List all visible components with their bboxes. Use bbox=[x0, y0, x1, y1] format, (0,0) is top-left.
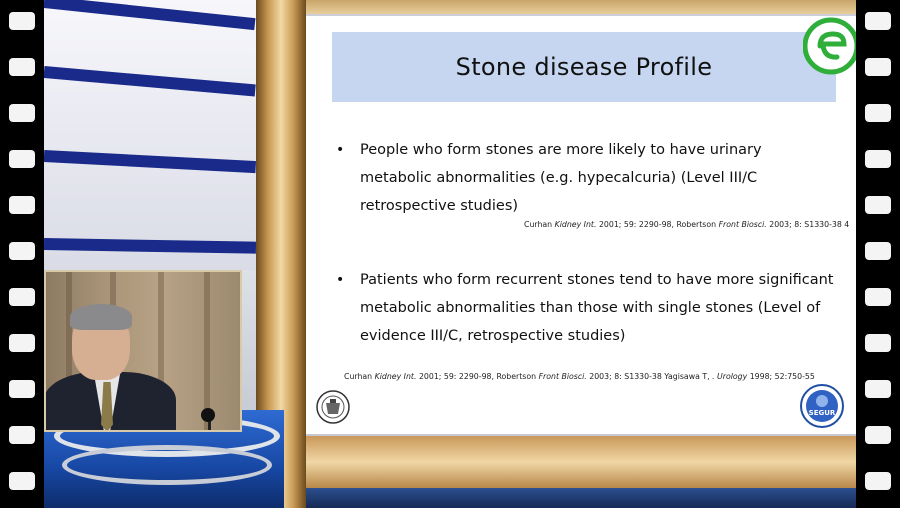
podium-ring bbox=[62, 445, 272, 485]
film-perforation bbox=[865, 380, 891, 398]
citation-author: Curhan bbox=[344, 372, 373, 381]
striped-wall bbox=[44, 0, 256, 270]
citation-ref: 2001; 59: 2290-98, Robertson bbox=[598, 220, 717, 229]
film-perforation bbox=[865, 58, 891, 76]
film-perforation bbox=[865, 242, 891, 260]
citation-ref: 1998; 52:750-55 bbox=[749, 372, 815, 381]
gold-band-bottom bbox=[306, 436, 856, 488]
film-perforation bbox=[9, 196, 35, 214]
film-perforation bbox=[9, 380, 35, 398]
gold-band-top bbox=[306, 0, 856, 14]
citation-ref: 2001; 59: 2290-98, Robertson bbox=[418, 372, 537, 381]
university-seal-icon bbox=[316, 390, 350, 424]
microphone-icon bbox=[201, 408, 215, 422]
film-perforation bbox=[9, 472, 35, 490]
bullet-dot-icon: • bbox=[336, 272, 345, 288]
e-learning-logo-icon bbox=[803, 16, 859, 76]
film-perforation bbox=[9, 242, 35, 260]
film-perforation bbox=[865, 288, 891, 306]
film-perforation bbox=[865, 150, 891, 168]
citation-journal: Kidney Int. bbox=[374, 372, 417, 381]
citation bbox=[344, 372, 815, 381]
citation-journal: Kidney Int. bbox=[554, 220, 597, 229]
wall-stripe bbox=[44, 0, 255, 30]
film-perforation bbox=[865, 334, 891, 352]
film-perforation bbox=[865, 426, 891, 444]
citation-author: Curhan bbox=[524, 220, 553, 229]
citation bbox=[524, 220, 849, 229]
film-strip-left bbox=[0, 0, 44, 508]
citation-ref: 2003; 8: S1330-38 Yagisawa T, bbox=[589, 372, 710, 381]
speaker-video[interactable] bbox=[44, 270, 242, 432]
film-perforation bbox=[9, 104, 35, 122]
citation-journal: Front Biosci. bbox=[538, 372, 587, 381]
bullet-text: People who form stones are more likely to have urinary metabolic abnormalities (e.g. hypecalcuria) (Level III/C retrospective studies) bbox=[360, 142, 762, 214]
film-perforation bbox=[9, 150, 35, 168]
slide-title: Stone disease Profile bbox=[455, 53, 713, 81]
studio-background bbox=[44, 0, 856, 508]
film-perforation bbox=[9, 334, 35, 352]
film-perforation bbox=[9, 288, 35, 306]
segur-logo-text: SEGUR bbox=[808, 409, 836, 417]
wall-stripe bbox=[44, 150, 256, 173]
citation-ref: 2003; 8: S1330-38 4 bbox=[769, 220, 850, 229]
film-strip-right bbox=[856, 0, 900, 508]
wall-stripe bbox=[44, 66, 256, 96]
film-perforation bbox=[865, 472, 891, 490]
bullet-text: Patients who form recurrent stones tend to have more significant metabolic abnormalities than those with single stones (Level of evidence III/C, retrospective studies) bbox=[360, 272, 834, 344]
blue-floor bbox=[306, 488, 856, 508]
presentation-slide bbox=[306, 16, 856, 434]
citation-journal: . Urology bbox=[712, 372, 748, 381]
film-perforation bbox=[9, 426, 35, 444]
film-perforation bbox=[865, 104, 891, 122]
bullet-item bbox=[336, 136, 836, 220]
citation-journal: Front Biosci. bbox=[718, 220, 767, 229]
film-perforation bbox=[9, 12, 35, 30]
film-perforation bbox=[9, 58, 35, 76]
bullet-item bbox=[336, 266, 836, 350]
speaker-hair bbox=[70, 304, 132, 330]
film-perforation bbox=[865, 12, 891, 30]
slide-title-bar bbox=[332, 32, 836, 102]
film-perforation bbox=[865, 196, 891, 214]
wall-stripe bbox=[44, 238, 256, 254]
bullet-dot-icon: • bbox=[336, 142, 345, 158]
segur-logo-icon bbox=[800, 384, 844, 428]
